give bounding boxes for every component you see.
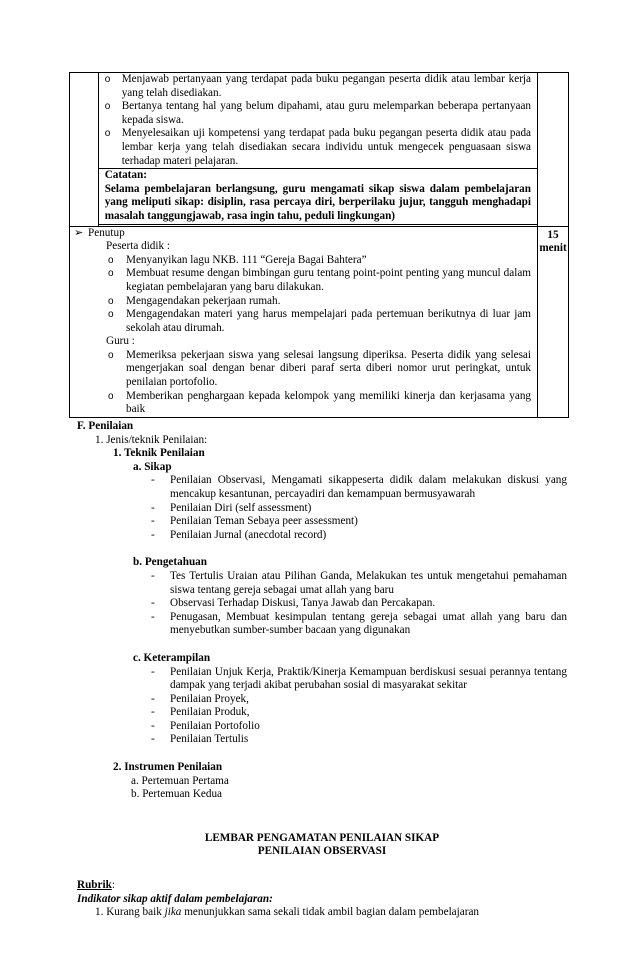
list-item: o Menyanyikan lagu NKB. 111 “Gereja Bagai Bahtera”	[74, 254, 531, 268]
peserta-list	[74, 254, 537, 336]
sikap-label: a. Sikap	[133, 460, 172, 473]
list-item: - Penugasan, Membuat kesimpulan tentang gereja sebagai umat allah yang baru dan menyebutkan sumber-sumber bacaan yang digunakan	[77, 611, 567, 638]
arrow-bullet-icon: ➢	[74, 226, 84, 239]
list-item: o Mengagendakan pekerjaan rumah.	[74, 295, 531, 309]
instrumen-item: a. Pertemuan Pertama	[131, 774, 229, 787]
list-item: o Mengagendakan materi yang harus mempelajari pada pertemuan berikutnya di luar jam sekolah atau dirumah.	[74, 308, 531, 335]
lembar-subtitle: PENILAIAN OBSERVASI	[257, 845, 387, 858]
pengetahuan-label: b. Pengetahuan	[133, 556, 207, 569]
rubrik-heading: Rubrik:	[77, 879, 115, 892]
penutup-heading: ➢ Penutup	[74, 226, 125, 239]
catatan-text: Selama pembelajaran berlangsung, guru mengamati sikap siswa dalam pembelajaran yang meliputi sikap: disiplin, rasa percaya diri, berperilaku jujur, tangguh menghadapi masalah tanggungjawab, rasa ingin tahu, peduli lingkungan)	[104, 182, 532, 222]
time-unit: menit	[539, 242, 567, 255]
rubrik-item: 1. Kurang baik jika menunjukkan sama sekali tidak ambil bagian dalam pembelajaran	[95, 906, 480, 919]
list-item: - Penilaian Portofolio	[77, 720, 567, 734]
list-item: - Penilaian Produk,	[77, 706, 567, 720]
instrumen-item: b. Pertemuan Kedua	[131, 788, 223, 801]
teknik-label: 1. Teknik Penilaian	[113, 447, 205, 460]
guru-label: Guru :	[106, 335, 135, 348]
list-item: o Bertanya tentang hal yang belum dipahami, atau guru melemparkan beberapa pertanyaan kepada siswa.	[99, 100, 531, 127]
list-item: - Penilaian Tertulis	[77, 733, 567, 747]
table-row	[70, 226, 569, 417]
list-item: - Penilaian Teman Sebaya peer assessment)	[77, 515, 567, 529]
list-item: - Penilaian Jurnal (anecdotal record)	[77, 529, 567, 543]
table-row	[70, 73, 569, 227]
catatan-box	[99, 168, 537, 224]
guru-list	[74, 349, 537, 417]
indikator-heading: Indikator sikap aktif dalam pembelajaran:	[77, 892, 273, 905]
list-item: o Menjawab pertanyaan yang terdapat pada buku pegangan peserta didik atau lembar kerja yang telah disediakan.	[99, 73, 531, 100]
list-item: o Memberikan penghargaan kepada kelompok yang memiliki kinerja dan kerjasama yang baik	[74, 390, 531, 417]
list-item: o Membuat resume dengan bimbingan guru tentang point-point penting yang muncul dalam kegiatan pembelajaran yang baru dilakukan.	[74, 267, 531, 294]
keterampilan-label: c. Keterampilan	[133, 651, 211, 664]
jenis-label: 1. Jenis/teknik Penilaian:	[95, 433, 208, 446]
sikap-list	[77, 474, 567, 542]
list-item: o Menyelesaikan uji kompetensi yang terdapat pada buku pegangan peserta didik atau pada lembar kerja yang telah disediakan secara individu untuk mengecek penguasaan siswa terhadap materi pelajaran.	[99, 127, 531, 168]
list-item: - Penilaian Diri (self assessment)	[77, 502, 567, 516]
list-item: o Memeriksa pekerjaan siswa yang selesai langsung diperiksa. Peserta didik yang selesai mengerjakan soal dengan benar diberi paraf serta diberi nomor urut peringkat, untuk penilaian portofolio.	[74, 349, 531, 390]
pengetahuan-list	[77, 570, 567, 638]
peserta-label: Peserta didik :	[106, 240, 171, 253]
catatan-title: Catatan:	[104, 169, 147, 182]
list-item: - Penilaian Unjuk Kerja, Praktik/Kinerja Kemampuan berdiskusi sesuai perannya tentang dampak yang terjadi akibat perubahan sosial di masyarakat sekitar	[77, 666, 567, 693]
list-item: - Tes Tertulis Uraian atau Pilihan Ganda, Melakukan tes untuk mengetahui pemahaman siswa tentang gereja sebagai umat allah yang baru	[77, 570, 567, 597]
keterampilan-list	[77, 666, 567, 748]
lembar-title: LEMBAR PENGAMATAN PENILAIAN SIKAP	[204, 831, 440, 844]
time-cell	[538, 226, 569, 417]
time-value: 15	[547, 228, 559, 241]
list-item: - Observasi Terhadap Diskusi, Tanya Jawab dan Percakapan.	[77, 597, 567, 611]
instrumen-label: 2. Instrumen Penilaian	[113, 761, 223, 774]
penilaian-section	[77, 420, 567, 920]
section-heading: F. Penilaian	[77, 420, 134, 432]
list-item: - Penilaian Proyek,	[77, 693, 567, 707]
top-list	[99, 73, 537, 168]
list-item: - Penilaian Observasi, Mengamati sikappeserta didik dalam melakukan diskusi yang mencakup kesantunan, percayadiri dan kemampuan bermusyawarah	[77, 474, 567, 501]
activity-table	[69, 72, 569, 418]
